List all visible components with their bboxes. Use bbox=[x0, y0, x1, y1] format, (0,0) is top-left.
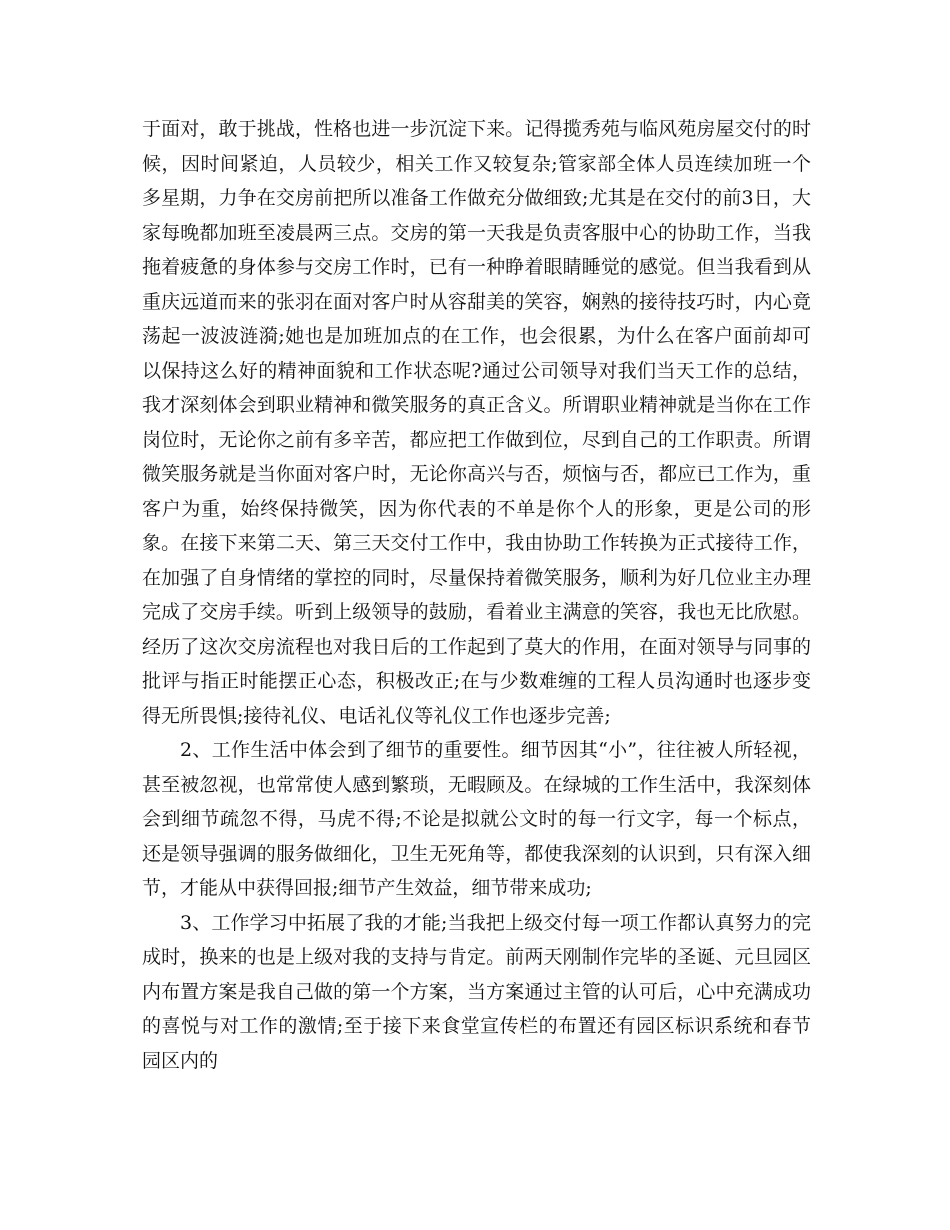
document-body bbox=[142, 112, 811, 1078]
paragraph-continued: 于面对，敢于挑战，性格也进一步沉淀下来。记得揽秀苑与临风苑房屋交付的时候，因时间紧迫，人员较少，相关工作又较复杂;管家部全体人员连续加班一个多星期，力争在交房前把所以准备工作做充分做细致;尤其是在交付的前3日，大家每晚都加班至凌晨两三点。交房的第一天我是负责客服中心的协助工作，当我拖着疲惫的身体参与交房工作时，已有一种睁着眼睛睡觉的感觉。但当我看到从重庆远道而来的张羽在面对客户时从容甜美的笑容，娴熟的接待技巧时，内心竟荡起一波波涟漪;她也是加班加点的在工作，也会很累，为什么在客户面前却可以保持这么好的精神面貌和工作状态呢?通过公司领导对我们当天工作的总结，我才深刻体会到职业精神和微笑服务的真正含义。所谓职业精神就是当你在工作岗位时，无论你之前有多辛苦，都应把工作做到位，尽到自己的工作职责。所谓微笑服务就是当你面对客户时，无论你高兴与否，烦恼与否，都应已工作为，重客户为重，始终保持微笑，因为你代表的不单是你个人的形象，更是公司的形象。在接下来第二天、第三天交付工作中，我由协助工作转换为正式接待工作，在加强了自身情绪的掌控的同时，尽量保持着微笑服务，顺利为好几位业主办理完成了交房手续。听到上级领导的鼓励，看着业主满意的笑容，我也无比欣慰。经历了这次交房流程也对我日后的工作起到了莫大的作用，在面对领导与同事的批评与指正时能摆正心态，积极改正;在与少数难缠的工程人员沟通时也逐步变得无所畏惧;接待礼仪、电话礼仪等礼仪工作也逐步完善; bbox=[142, 118, 811, 727]
paragraph-item-2: 2、工作生活中体会到了细节的重要性。细节因其“小”，往往被人所轻视，甚至被忽视，也常常使人感到繁琐，无暇顾及。在绿城的工作生活中，我深刻体会到细节疏忽不得，马虎不得;不论是拟就公文时的每一行文字，每一个标点，还是领导强调的服务做细化，卫生无死角等，都使我深刻的认识到，只有深入细节，才能从中获得回报;细节产生效益，细节带来成功; bbox=[142, 739, 811, 899]
paragraph-item-3: 3、工作学习中拓展了我的才能;当我把上级交付每一项工作都认真努力的完成时，换来的也是上级对我的支持与肯定。前两天刚制作完毕的圣诞、元旦园区内布置方案是我自己做的第一个方案，当方案通过主管的认可后，心中充满成功的喜悦与对工作的激情;至于接下来食堂宣传栏的布置还有园区标识系统和春节园区内的 bbox=[142, 911, 811, 1072]
